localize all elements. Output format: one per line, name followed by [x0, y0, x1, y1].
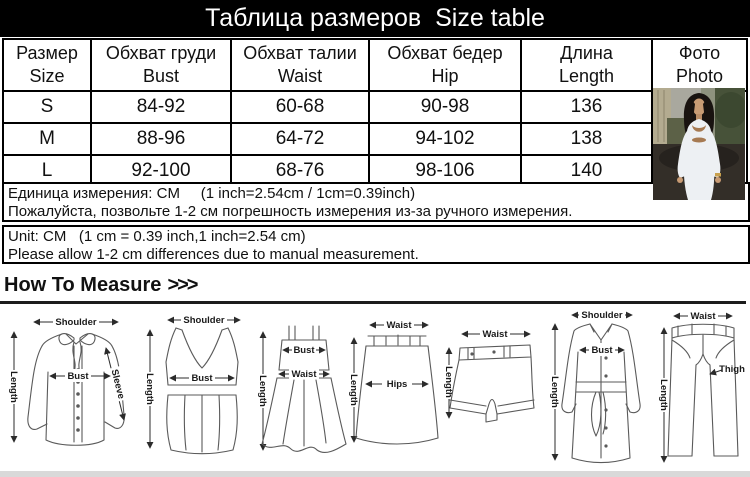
cell-hip: 90-98: [369, 91, 521, 123]
measure-label: Waist: [482, 329, 508, 340]
col-header-waist: [231, 39, 369, 91]
col-hip-en: Hip: [431, 66, 459, 86]
divider-rule: [0, 301, 746, 304]
unit-note-en: Unit: CM (1 cm = 0.39 inch,1 inch=2.54 cm): [8, 228, 306, 245]
measure-label: Length: [257, 375, 268, 407]
cell-waist: 68-76: [231, 155, 369, 187]
measure-label: Waist: [291, 369, 317, 380]
cell-waist: 64-72: [231, 123, 369, 155]
cell-bust: 92-100: [91, 155, 231, 187]
col-waist-en: Waist: [277, 66, 323, 86]
bottom-edge-strip: [0, 471, 750, 477]
cell-size: M: [3, 123, 91, 155]
col-header-bust: [91, 39, 231, 91]
cell-length: 136: [521, 91, 652, 123]
measure-label: Length: [658, 379, 669, 411]
col-photo-ru: Фото: [678, 43, 721, 63]
size-table: [2, 38, 748, 188]
col-bust-ru: Обхват груди: [105, 43, 217, 63]
cell-hip: 94-102: [369, 123, 521, 155]
unit-note-ru: Единица измерения: CM (1 inch=2.54cm / 1cm=0.39inch): [8, 185, 416, 202]
col-header-photo: [652, 39, 747, 91]
tolerance-note-ru: Пожалуйста, позвольте 1-2 см погрешность измерения из-за ручного измерения.: [8, 203, 573, 220]
cell-hip: 98-106: [369, 155, 521, 187]
col-size-en: Size: [29, 66, 65, 86]
page-title: Таблица размеров Size table: [205, 4, 545, 32]
measure-label: Bust: [67, 371, 89, 382]
cell-bust: 88-96: [91, 123, 231, 155]
measure-label: Waist: [690, 311, 716, 322]
garment-blouse-diagram: [4, 312, 140, 454]
col-header-size: [3, 39, 91, 91]
measure-label: Waist: [386, 320, 412, 331]
tolerance-note-en: Please allow 1-2 cm differences due to manual measurement.: [8, 246, 419, 263]
col-size-ru: Размер: [16, 43, 78, 63]
note-box-english: [2, 225, 750, 264]
col-bust-en: Bust: [142, 66, 180, 86]
col-hip-ru: Обхват бедер: [387, 43, 503, 63]
measure-label: Shoulder: [183, 315, 225, 326]
cell-length: 140: [521, 155, 652, 187]
measure-label: Length: [348, 374, 359, 406]
cell-waist: 60-68: [231, 91, 369, 123]
measure-label: Length: [144, 373, 155, 405]
col-waist-ru: Обхват талии: [243, 43, 357, 63]
garment-skirt-diagram: [344, 314, 444, 454]
col-header-length: [521, 39, 652, 91]
measure-label: Bust: [191, 373, 213, 384]
col-photo-en: Photo: [675, 66, 724, 86]
model-photo-image: [653, 88, 745, 200]
chevrons-icon: >>>: [167, 274, 197, 296]
cell-size: S: [3, 91, 91, 123]
how-to-measure-heading: [4, 274, 196, 297]
garment-pants-diagram: [656, 306, 746, 468]
measure-label: Hips: [386, 379, 408, 390]
garment-tank-top-diagram: [140, 310, 262, 460]
measure-label: Thigh: [719, 364, 745, 375]
measure-label: Bust: [293, 345, 315, 356]
table-row-s: [3, 91, 747, 123]
how-to-measure-text: How To Measure: [4, 274, 162, 296]
measure-label: Sleeve: [108, 368, 127, 401]
col-header-hip: [369, 39, 521, 91]
size-table-header-row: [3, 39, 747, 91]
measure-label: Length: [443, 366, 454, 398]
col-length-ru: Длина: [560, 43, 613, 63]
table-row-m: [3, 123, 747, 155]
note-box-russian: [2, 182, 750, 222]
measure-label: Length: [8, 371, 19, 403]
garment-trench-coat-diagram: [546, 306, 656, 468]
col-length-en: Length: [558, 66, 615, 86]
measure-label: Bust: [591, 345, 613, 356]
measure-label: Shoulder: [581, 310, 623, 321]
garment-shorts-diagram: [434, 316, 544, 450]
title-bar: [0, 0, 750, 37]
cell-size: L: [3, 155, 91, 187]
cell-bust: 84-92: [91, 91, 231, 123]
measure-label: Length: [549, 376, 560, 408]
product-photo: [653, 88, 745, 200]
cell-length: 138: [521, 123, 652, 155]
measure-label: Shoulder: [55, 317, 97, 328]
garment-slip-dress-diagram: [254, 312, 354, 462]
